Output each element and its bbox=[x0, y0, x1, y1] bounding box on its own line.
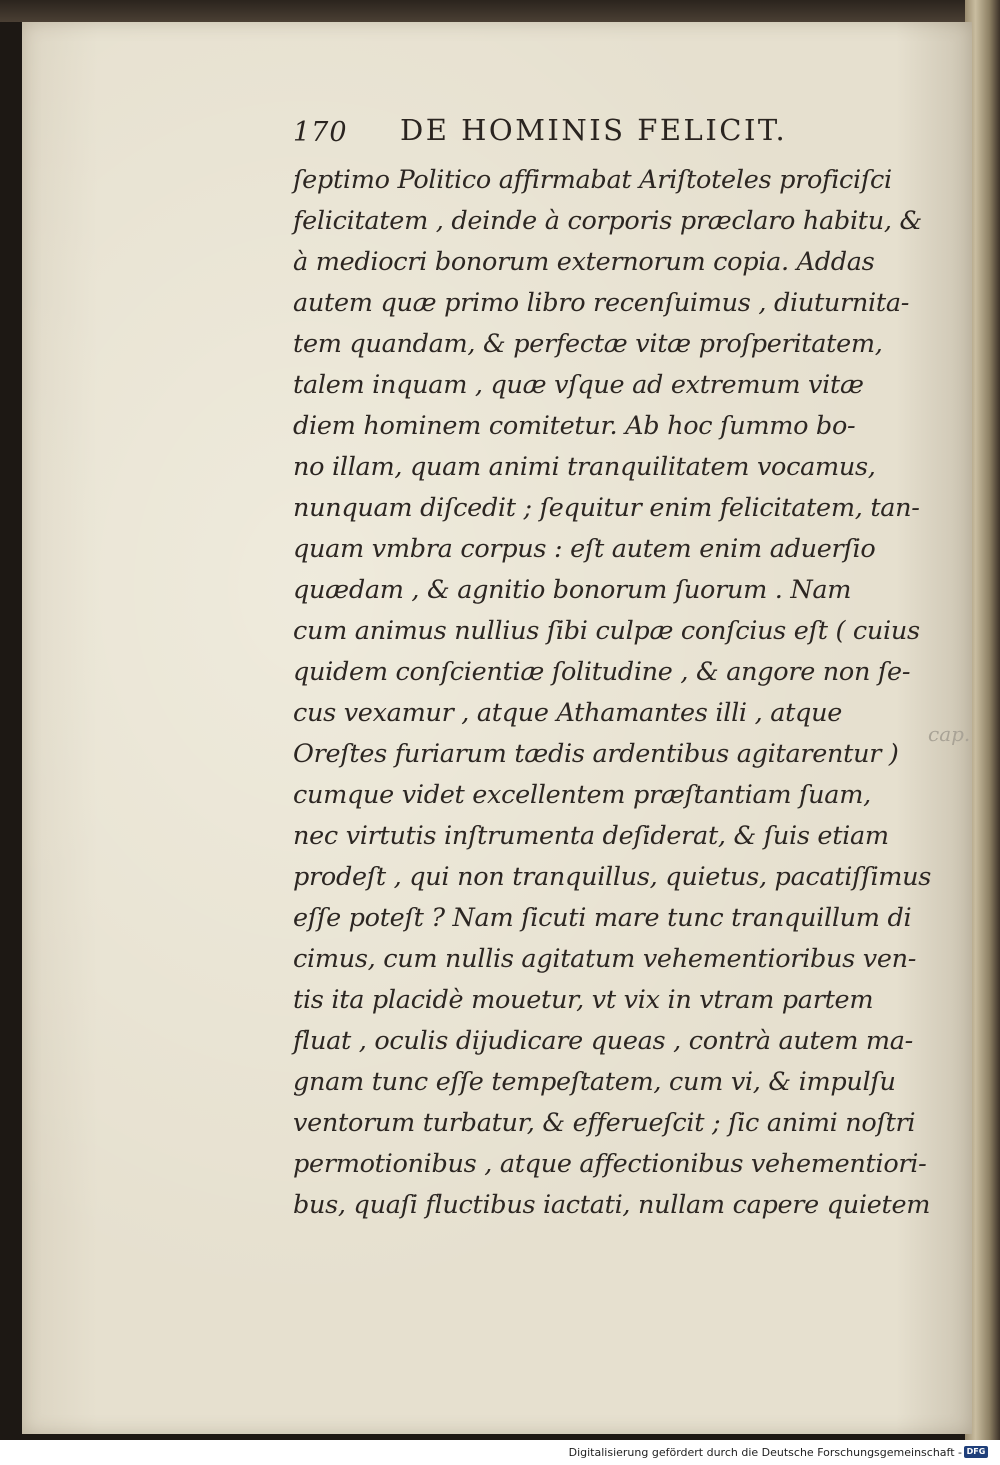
text-line: quidem conſcientiæ ſolitudine , & angore non ſe- bbox=[293, 657, 911, 687]
text-line: cimus, cum nullis agitatum vehementioribus ven- bbox=[293, 944, 917, 974]
page-header bbox=[293, 113, 893, 153]
text-line: quam vmbra corpus : eſt autem enim aduerſio bbox=[293, 534, 876, 564]
text-line: cum animus nullius ſibi culpæ conſcius eſt ( cuius bbox=[293, 616, 920, 646]
text-line: à mediocri bonorum externorum copia. Addas bbox=[293, 247, 875, 277]
scan-top-border bbox=[0, 0, 1000, 22]
page-number: 170 bbox=[293, 117, 348, 148]
text-line: talem inquam , quæ vſque ad extremum vitæ bbox=[293, 370, 864, 400]
text-line: cumque videt excellentem præſtantiam ſuam, bbox=[293, 780, 871, 810]
text-line: nunquam diſcedit ; ſequitur enim felicitatem, tan- bbox=[293, 493, 920, 523]
text-line: autem quæ primo libro recenſuimus , diuturnita- bbox=[293, 288, 910, 318]
text-line: permotionibus , atque affectionibus vehementiori- bbox=[293, 1149, 927, 1179]
text-line: fluat , oculis dijudicare queas , contrà autem ma- bbox=[293, 1026, 913, 1056]
text-line: quædam , & agnitio bonorum ſuorum . Nam bbox=[293, 575, 852, 605]
text-line: felicitatem , deinde à corporis præclaro habitu, & bbox=[293, 206, 922, 236]
dfg-logo: DFG bbox=[964, 1446, 988, 1458]
text-line: no illam, quam animi tranquilitatem vocamus, bbox=[293, 452, 876, 482]
text-line: diem hominem comitetur. Ab hoc ſummo bo- bbox=[293, 411, 856, 441]
faint-margin-note: cap. bbox=[928, 722, 971, 746]
text-line: gnam tunc eſſe tempeſtatem, cum vi, & impulſu bbox=[293, 1067, 896, 1097]
text-line: tem quandam, & perfectæ vitæ proſperitatem, bbox=[293, 329, 883, 359]
text-line: nec virtutis inſtrumenta deſiderat, & ſuis etiam bbox=[293, 821, 889, 851]
text-line: ſeptimo Politico affirmabat Ariſtoteles proficiſci bbox=[293, 165, 892, 195]
text-line: ventorum turbatur, & efferueſcit ; ſic animi noſtri bbox=[293, 1108, 916, 1138]
text-line: bus, quaſi fluctibus iactati, nullam capere quietem bbox=[293, 1190, 931, 1220]
text-line: eſſe poteſt ? Nam ſicuti mare tunc tranquillum di bbox=[293, 903, 912, 933]
body-text bbox=[293, 160, 932, 1226]
text-line: cus vexamur , atque Athamantes illi , atque bbox=[293, 698, 842, 728]
text-line: prodeſt , qui non tranquillus, quietus, pacatiſſimus bbox=[293, 862, 932, 892]
running-head: DE HOMINIS FELICIT. bbox=[400, 113, 788, 147]
text-line: tis ita placidè mouetur, vt vix in vtram partem bbox=[293, 985, 874, 1015]
funding-credit: Digitalisierung gefördert durch die Deutsche Forschungsgemeinschaft - bbox=[568, 1446, 962, 1459]
text-line: Oreſtes furiarum tædis ardentibus agitarentur ) bbox=[293, 739, 899, 769]
